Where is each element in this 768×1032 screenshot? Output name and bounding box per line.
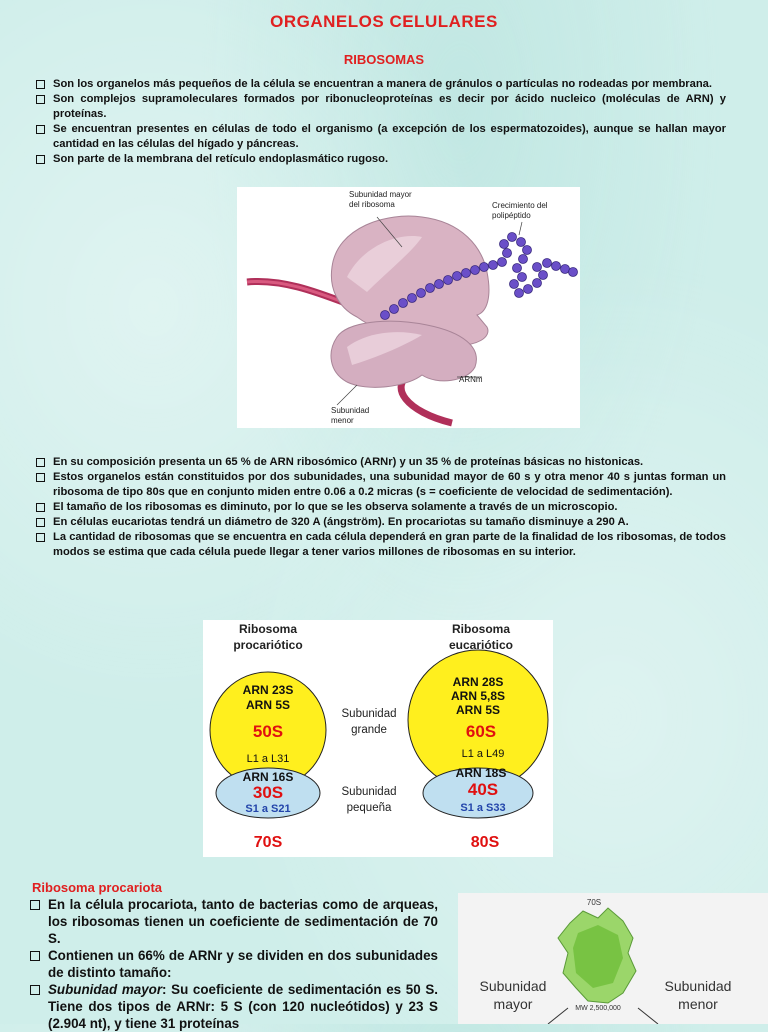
euk-large-arn1: ARN 28S bbox=[452, 675, 504, 689]
arrow-line-right bbox=[638, 1008, 658, 1024]
label-subunidad-mayor-2: mayor bbox=[493, 996, 533, 1012]
checkbox-bullet-icon bbox=[36, 80, 45, 89]
euk-large-proteins: L1 a L49 bbox=[461, 748, 505, 760]
prok-total-s: 70S bbox=[253, 834, 283, 851]
list-item: Estos organelos están constituidos por dos subunidades, una subunidad mayor de 60 s y otra menor 40 s juntas forman un ribosoma de tipo 80s que en conjunto miden entre 0.06 a 0.2 micras (s = coeficiente de velocidad de sedimentación). bbox=[34, 470, 726, 500]
label-minor-subunit: Subunidad menor bbox=[331, 406, 370, 425]
label-70s: 70S bbox=[586, 898, 602, 907]
label-major-subunit: Subunidad mayor del ribosoma bbox=[349, 190, 412, 209]
checkbox-bullet-icon bbox=[36, 155, 45, 164]
checkbox-bullet-icon bbox=[30, 900, 40, 910]
label-mw: MW 2,500,000 bbox=[575, 1005, 621, 1012]
intro-bullet-list bbox=[34, 77, 726, 167]
list-item: En la célula procariota, tanto de bacterias como de arqueas, los ribosomas tienen un coeficiente de sedimentación de 70 S. bbox=[28, 896, 438, 947]
prok-large-arn2: ARN 5S bbox=[245, 698, 291, 712]
list-item: Se encuentran presentes en células de todo el organismo (a excepción de los espermatozoides), aunque se hallan mayor cantidad en las células del hígado y páncreas. bbox=[34, 122, 726, 152]
euk-title-line1: Ribosoma bbox=[451, 622, 511, 636]
euk-large-s: 60S bbox=[465, 722, 497, 741]
list-item: La cantidad de ribosomas que se encuentra en cada célula dependerá en gran parte de la finalidad de los ribosomas, de todos modos se estima que cada célula puede llegar a tener varios millones de ribosomas en su interior. bbox=[34, 530, 726, 560]
list-item: El tamaño de los ribosomas es diminuto, por lo que se les observa solamente a través de un microscopio. bbox=[34, 500, 726, 515]
prok-title-line1: Ribosoma bbox=[238, 622, 298, 636]
label-polypeptide-growth: Crecimiento del polipéptido bbox=[492, 201, 548, 220]
checkbox-bullet-icon bbox=[30, 985, 40, 995]
checkbox-bullet-icon bbox=[36, 125, 45, 134]
euk-total-s: 80S bbox=[470, 834, 500, 851]
prok-title-line2: procariótico bbox=[233, 638, 303, 652]
checkbox-bullet-icon bbox=[36, 533, 45, 542]
section-heading-procariota: Ribosoma procariota bbox=[32, 880, 163, 895]
prok-large-proteins: L1 a L31 bbox=[246, 753, 290, 765]
prok-small-arn: ARN 16S bbox=[242, 770, 294, 784]
list-item: Contienen un 66% de ARNr y se dividen en dos subunidades de distinto tamaño: bbox=[28, 947, 438, 981]
checkbox-bullet-icon bbox=[30, 951, 40, 961]
prok-large-arn1: ARN 23S bbox=[242, 683, 294, 697]
list-item: En su composición presenta un 65 % de ARN ribosómico (ARNr) y un 35 % de proteínas básicas no histonicas. bbox=[34, 455, 726, 470]
checkbox-bullet-icon bbox=[36, 503, 45, 512]
mid-label-small-1: Subunidad bbox=[341, 786, 397, 798]
procariota-bullet-list bbox=[28, 896, 438, 1032]
label-arnm: ARNm bbox=[459, 375, 483, 384]
label-subunidad-menor-1: Subunidad bbox=[664, 978, 732, 994]
mid-label-large-1: Subunidad bbox=[341, 708, 397, 720]
list-item: Subunidad mayor: Su coeficiente de sedimentación es 50 S. Tiene dos tipos de ARNr: 5 S (con 120 nucleótidos) y 23 S (2.904 nt), y tiene 31 proteínas bbox=[28, 981, 438, 1032]
euk-small-proteins: S1 a S33 bbox=[460, 802, 506, 814]
checkbox-bullet-icon bbox=[36, 95, 45, 104]
arrow-line-left bbox=[548, 1008, 568, 1024]
page-title: ORGANELOS CELULARES bbox=[270, 12, 498, 31]
ribosome-comparison-diagram bbox=[203, 620, 553, 857]
prok-small-proteins: S1 a S21 bbox=[245, 803, 291, 815]
detail-bullet-list bbox=[34, 455, 726, 560]
leader-line-growth bbox=[519, 222, 522, 235]
label-subunidad-menor-2: menor bbox=[678, 996, 718, 1012]
euk-large-arn2: ARN 5,8S bbox=[450, 689, 506, 703]
prok-small-s: 30S bbox=[252, 783, 284, 802]
list-item: Son los organelos más pequeños de la célula se encuentran a manera de gránulos o partículas no rodeadas por membrana. bbox=[34, 77, 726, 92]
mid-label-small-2: pequeña bbox=[346, 802, 392, 814]
section-title: RIBOSOMAS bbox=[343, 52, 425, 67]
leader-line-minor bbox=[337, 385, 357, 405]
euk-small-arn: ARN 18S bbox=[455, 766, 507, 780]
euk-title-line2: eucariótico bbox=[448, 638, 514, 652]
list-item: Son parte de la membrana del retículo endoplasmático rugoso. bbox=[34, 152, 726, 167]
checkbox-bullet-icon bbox=[36, 473, 45, 482]
list-item: Son complejos supramoleculares formados por ribonucleoproteínas es decir por ácido nucleico (moléculas de ARN) y proteínas. bbox=[34, 92, 726, 122]
euk-large-arn3: ARN 5S bbox=[455, 703, 501, 717]
ribosome-70s-figure bbox=[458, 893, 768, 1024]
checkbox-bullet-icon bbox=[36, 518, 45, 527]
prok-large-s: 50S bbox=[252, 722, 284, 741]
list-item: En células eucariotas tendrá un diámetro de 320 A (ángström). En procariotas su tamaño disminuye a 290 A. bbox=[34, 515, 726, 530]
mid-label-large-2: grande bbox=[351, 724, 387, 736]
euk-small-s: 40S bbox=[467, 780, 499, 799]
ribosome-illustration bbox=[237, 187, 580, 428]
label-subunidad-mayor-1: Subunidad bbox=[479, 978, 547, 994]
checkbox-bullet-icon bbox=[36, 458, 45, 467]
